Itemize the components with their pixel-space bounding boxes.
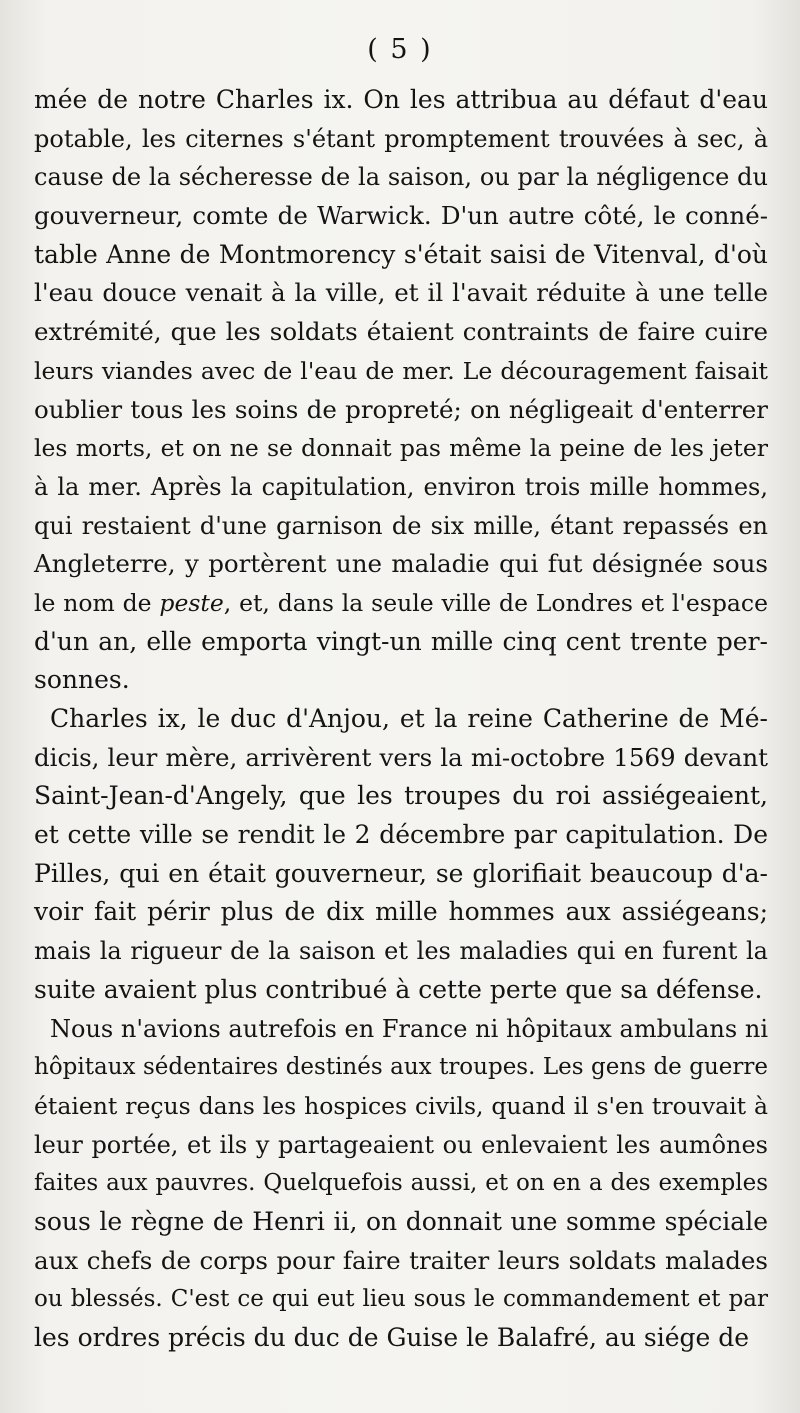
text-line: table Anne de Montmorency s'était saisi de Vitenval, d'où	[34, 239, 768, 269]
text-line: l'eau douce venait à la ville, et il l'avait réduite à une telle	[34, 278, 768, 308]
text-line: voir fait périr plus de dix mille hommes aux assiégeans;	[34, 897, 768, 927]
text-line: sonnes.	[34, 665, 130, 695]
text-line: Saint-Jean-d'Angely, que les troupes du roi assiégeaient,	[34, 781, 768, 811]
text-line	[34, 584, 768, 623]
text-line: sous le règne de Henri ii, on donnait une somme spéciale	[34, 1206, 768, 1236]
text-line: les morts, et on ne se donnait pas même la peine de les jeter	[34, 434, 768, 463]
text-line: Charles ix, le duc d'Anjou, et la reine Catherine de Mé-	[50, 704, 768, 733]
paragraph	[34, 700, 768, 1010]
text-line: Angleterre, y portèrent une maladie qui fut désignée sous	[34, 549, 768, 579]
text-line: mais la rigueur de la saison et les maladies qui en furent la	[34, 937, 768, 966]
text-line: extrémité, que les soldats étaient contraints de faire cuire	[34, 317, 768, 347]
text-line: leurs viandes avec de l'eau de mer. Le découragement faisait	[34, 356, 768, 385]
text-line: d'un an, elle emporta vingt-un mille cinq cent trente per-	[34, 626, 768, 656]
text-line: gouverneur, comte de Warwick. D'un autre côté, le conné-	[34, 201, 768, 231]
text-line: leur portée, et ils y partageaient ou enlevaient les aumônes	[34, 1130, 768, 1159]
text-line: les ordres précis du duc de Guise le Balafré, au siége de	[34, 1323, 750, 1352]
text-line: dicis, leur mère, arrivèrent vers la mi-octobre 1569 devant	[34, 742, 768, 772]
text-line: Nous n'avions autrefois en France ni hôpitaux ambulans ni	[50, 1014, 768, 1043]
text-line: à la mer. Après la capitulation, environ trois mille hommes,	[34, 472, 768, 501]
text-line: étaient reçus dans les hospices civils, quand il s'en trouvait à	[34, 1091, 768, 1120]
text-line: oublier tous les soins de propreté; on négligeait d'enterrer	[34, 394, 768, 424]
text-line: qui restaient d'une garnison de six mille, étant repassés en	[34, 511, 768, 540]
text-line: hôpitaux sédentaires destinés aux troupes. Les gens de guerre	[34, 1054, 768, 1081]
text-run: , et, dans la seule ville de Londres et l'espace	[223, 588, 768, 617]
text-line: Pilles, qui en était gouverneur, se glorifiait beaucoup d'a-	[34, 858, 768, 888]
text-line: cause de la sécheresse de la saison, ou par la négligence du	[34, 163, 768, 192]
body-text	[34, 81, 768, 1358]
text-line: aux chefs de corps pour faire traiter leurs soldats malades	[34, 1245, 768, 1275]
text-line: mée de notre Charles ix. On les attribua au défaut d'eau	[34, 85, 768, 114]
text-line: ou blessés. C'est ce qui eut lieu sous le commandement et par	[34, 1286, 768, 1313]
text-line: et cette ville se rendit le 2 décembre par capitulation. De	[34, 820, 768, 850]
italic-term: peste	[159, 588, 224, 617]
paragraph	[34, 81, 768, 700]
text-line: suite avaient plus contribué à cette perte que sa défense.	[34, 974, 763, 1004]
text-line: potable, les citernes s'étant promptement trouvées à sec, à	[34, 124, 768, 153]
page-number: ( 5 )	[367, 34, 433, 65]
paragraph	[34, 1010, 768, 1358]
text-run: le nom de	[34, 588, 160, 617]
text-line: faites aux pauvres. Quelquefois aussi, et on en a des exemples	[34, 1170, 768, 1197]
